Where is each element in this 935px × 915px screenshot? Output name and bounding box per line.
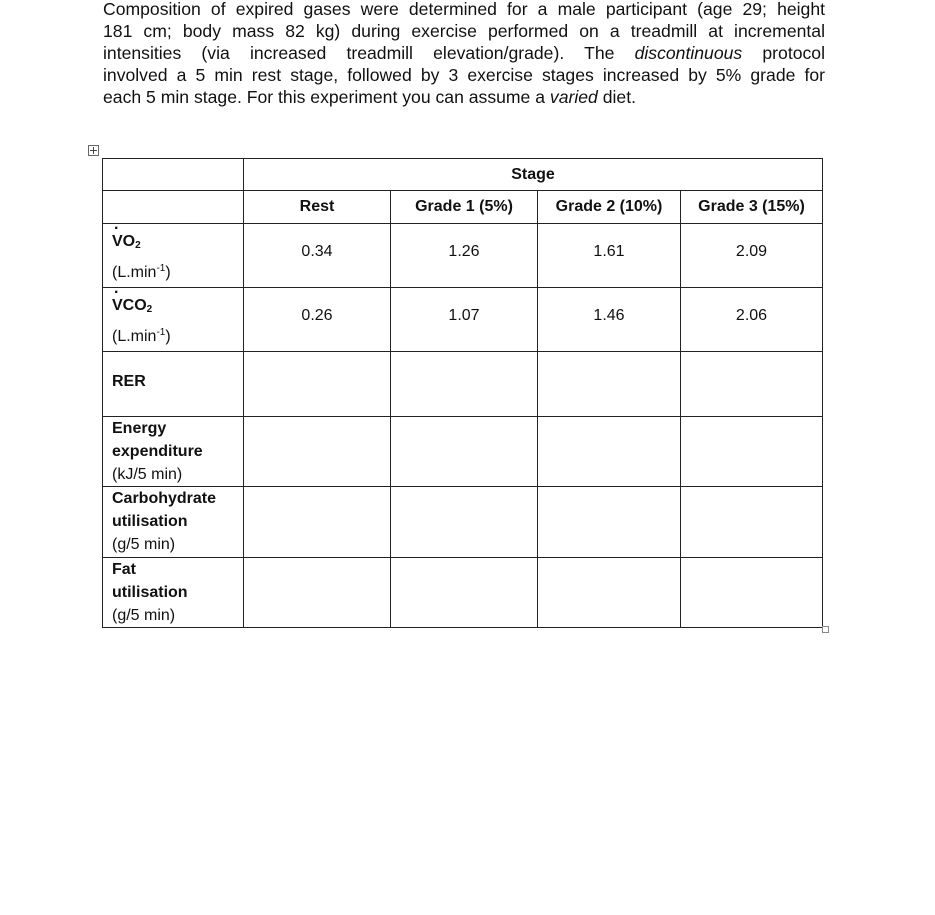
intro-line-1: Composition of expired gases were determined for a male participant (age 29; height xyxy=(103,0,825,19)
carb-grade-3-cell[interactable] xyxy=(681,487,823,558)
row-label-energy[interactable]: Energy expenditure (kJ/5 min) xyxy=(103,417,244,487)
table-row-fat xyxy=(103,558,823,628)
table-row-vco2 xyxy=(103,288,823,352)
vco2-unit: $(L.\min^{-1})$ xyxy=(112,327,171,345)
intro-line-3b: protocol xyxy=(742,43,825,63)
carb-grade-1-cell[interactable] xyxy=(391,487,538,558)
vco2-symbol: · $VCO_2$ xyxy=(112,294,243,321)
stage-header[interactable]: Stage xyxy=(244,159,823,191)
vo2-dot-letter: · V xyxy=(112,230,123,253)
carb-grade-2-cell[interactable] xyxy=(538,487,681,558)
table-corner-cell[interactable] xyxy=(103,159,244,191)
column-header-rest[interactable]: Rest xyxy=(244,191,391,224)
intro-line-5a: each 5 min stage. For this experiment you can assume a xyxy=(103,87,550,107)
row-label-carbohydrate[interactable]: Carbohydrate utilisation (g/5 min) xyxy=(103,487,244,558)
vo2-rest-cell[interactable]: 0.34 xyxy=(244,224,391,288)
energy-grade-3-cell[interactable] xyxy=(681,417,823,487)
rer-grade-2-cell[interactable] xyxy=(538,352,681,417)
table-header-row-columns xyxy=(103,191,823,224)
table-row-vo2 xyxy=(103,224,823,288)
intro-line-3a: intensities (via increased treadmill elevation/grade). The xyxy=(103,43,635,63)
fat-grade-1-cell[interactable] xyxy=(391,558,538,628)
vco2-rest-cell[interactable]: 0.26 xyxy=(244,288,391,352)
energy-grade-2-cell[interactable] xyxy=(538,417,681,487)
row-label-vo2[interactable] xyxy=(103,224,244,288)
row-label-rer[interactable]: RER xyxy=(103,352,244,417)
intro-paragraph xyxy=(103,0,825,108)
rer-rest-cell[interactable] xyxy=(244,352,391,417)
column-header-grade-2[interactable]: Grade 2 (10%) xyxy=(538,191,681,224)
table-row-carbohydrate xyxy=(103,487,823,558)
vco2-grade-1-cell[interactable]: 1.07 xyxy=(391,288,538,352)
energy-rest-cell[interactable] xyxy=(244,417,391,487)
table-row-rer xyxy=(103,352,823,417)
intro-line-3 xyxy=(103,42,825,64)
intro-emphasis-varied: varied xyxy=(549,87,598,107)
vco2-dot-letter: · V xyxy=(112,294,123,317)
vco2-grade-3-cell[interactable]: 2.06 xyxy=(681,288,823,352)
table-blank-cell[interactable] xyxy=(103,191,244,224)
fat-grade-3-cell[interactable] xyxy=(681,558,823,628)
table-resize-handle[interactable] xyxy=(822,626,829,633)
intro-line-5b: diet. xyxy=(597,87,636,107)
table-row-energy xyxy=(103,417,823,487)
intro-line-4: involved a 5 min rest stage, followed by 3 exercise stages increased by 5% grade for xyxy=(103,65,825,85)
fat-grade-2-cell[interactable] xyxy=(538,558,681,628)
vo2-unit: $(L.\min^{-1})$ xyxy=(112,263,171,281)
intro-line-2: 181 cm; body mass 82 kg) during exercise performed on a treadmill at incremental xyxy=(103,21,825,41)
column-header-grade-1[interactable]: Grade 1 (5%) xyxy=(391,191,538,224)
row-label-fat[interactable]: Fat utilisation (g/5 min) xyxy=(103,558,244,628)
fat-rest-cell[interactable] xyxy=(244,558,391,628)
row-label-vco2[interactable] xyxy=(103,288,244,352)
gas-composition-table xyxy=(102,158,823,628)
rer-grade-1-cell[interactable] xyxy=(391,352,538,417)
column-header-grade-3[interactable]: Grade 3 (15%) xyxy=(681,191,823,224)
vco2-grade-2-cell[interactable]: 1.46 xyxy=(538,288,681,352)
energy-grade-1-cell[interactable] xyxy=(391,417,538,487)
vo2-symbol: · $VO_2$ xyxy=(112,230,243,257)
vo2-grade-1-cell[interactable]: 1.26 xyxy=(391,224,538,288)
intro-emphasis-discontinuous: discontinuous xyxy=(634,43,743,63)
rer-grade-3-cell[interactable] xyxy=(681,352,823,417)
intro-line-5 xyxy=(103,86,825,108)
table-header-row-stage xyxy=(103,159,823,191)
vo2-grade-2-cell[interactable]: 1.61 xyxy=(538,224,681,288)
carb-rest-cell[interactable] xyxy=(244,487,391,558)
table-move-handle-icon[interactable] xyxy=(88,145,99,156)
vo2-grade-3-cell[interactable]: 2.09 xyxy=(681,224,823,288)
